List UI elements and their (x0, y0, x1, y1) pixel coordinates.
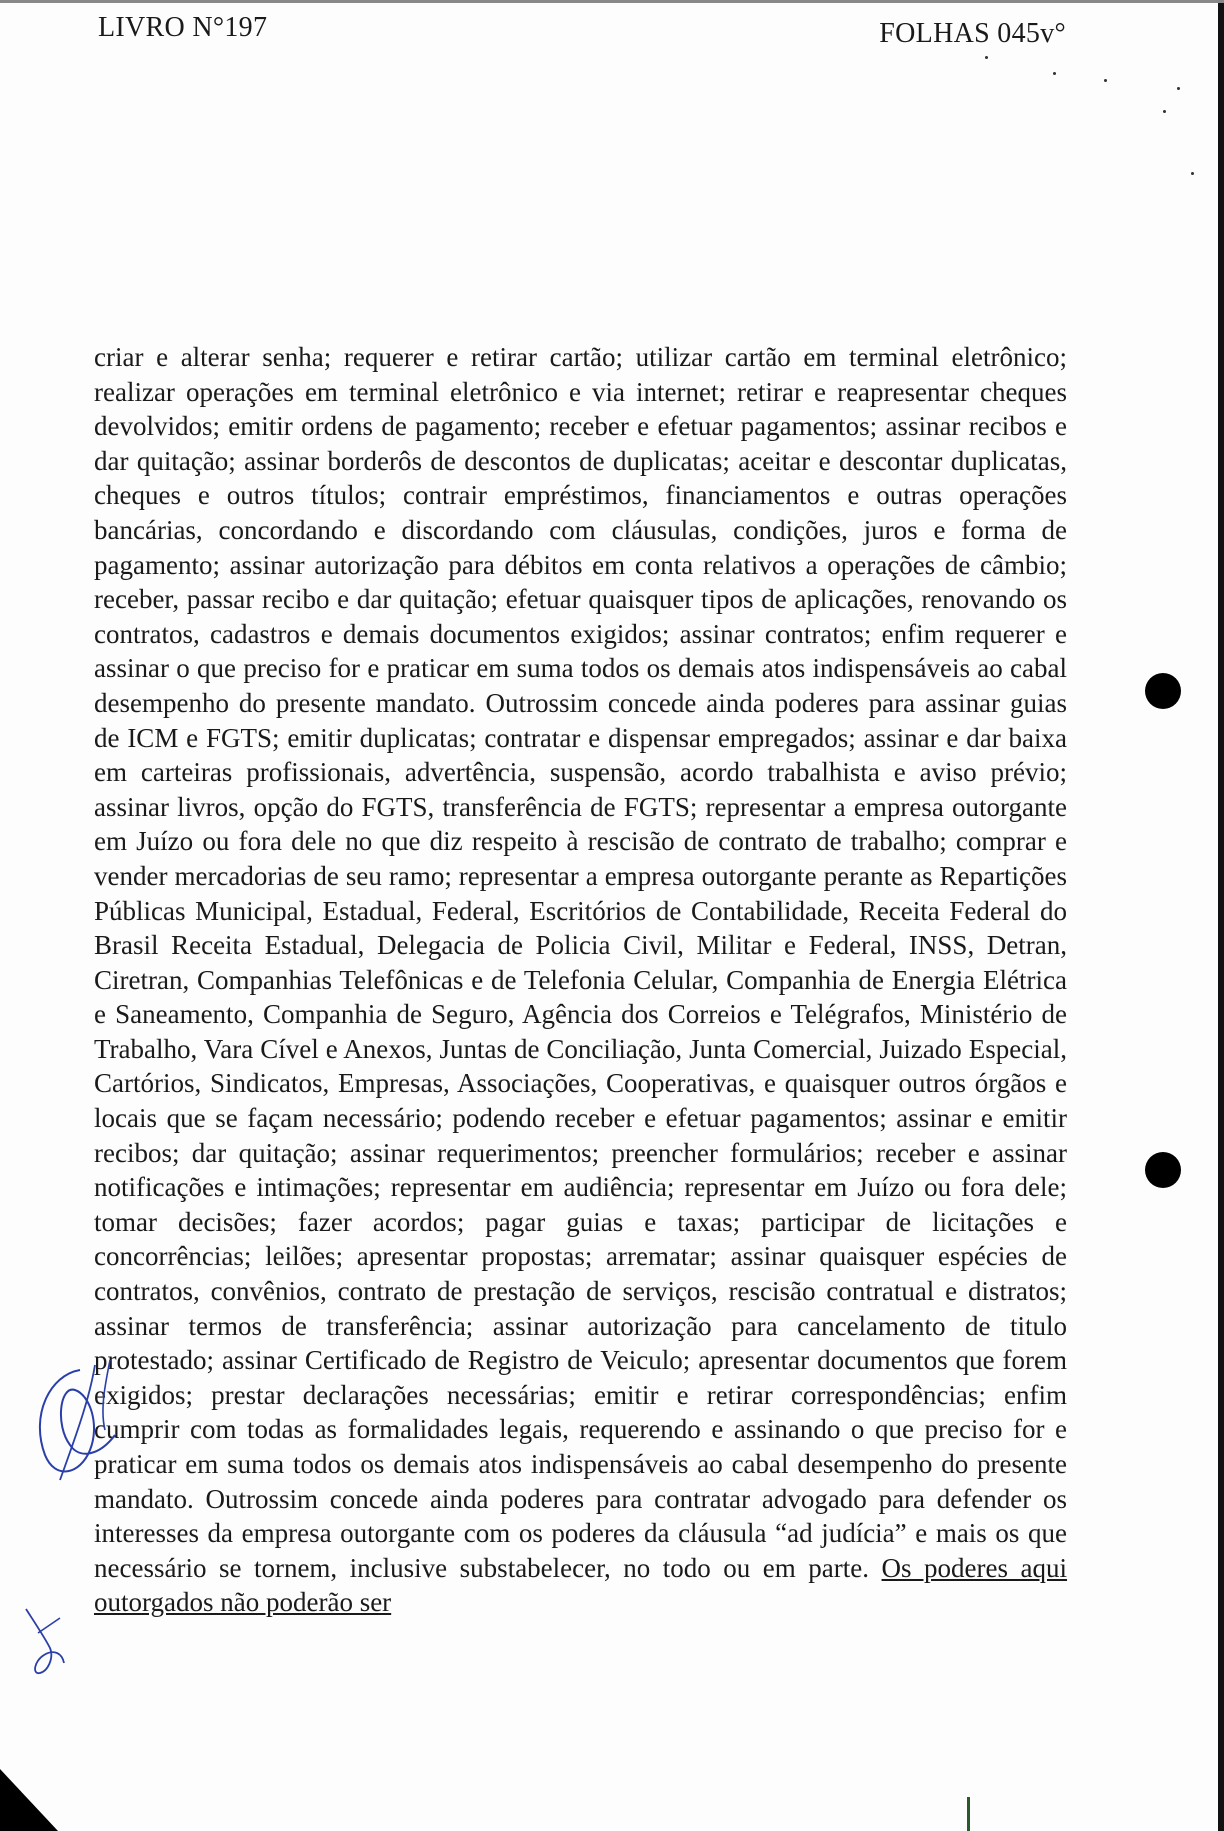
corner-mark (0, 1769, 58, 1831)
top-edge-rule (0, 0, 1224, 3)
scan-speck (985, 56, 988, 59)
scan-speck (1163, 110, 1166, 113)
folio-number: FOLHAS 045v° (879, 18, 1066, 49)
scan-speck (1053, 72, 1056, 75)
scan-speck (1177, 87, 1180, 90)
scan-speck (1104, 79, 1107, 82)
margin-initial (20, 1603, 70, 1683)
deed-main-text: criar e alterar senha; requerer e retirar cartão; utilizar cartão em terminal eletrônico; realizar operações em terminal eletrônico e via internet; retirar e reapresentar cheques devolvidos; emitir ordens de pagamento; receber e efetuar pagamentos; assinar recibos e dar quitação; assinar borderôs de descontos de duplicatas; aceitar e descontar duplicatas, cheques e outros títulos; contrair empréstimos, financiamentos e outras operações bancárias, concordando e discordando com cláusulas, condições, juros e forma de pagamento; assinar autorização para débitos em conta relativos a operações de câmbio; receber, passar recibo e dar quitação; efetuar quaisquer tipos de aplicações, renovando os contratos, cadastros e demais documentos exigidos; assinar contratos; enfim requerer e assinar o que preciso for e praticar em suma todos os demais atos indispensáveis ao cabal desempenho do presente mandato. Outrossim concede ainda poderes para assinar guias de ICM e FGTS; emitir duplicatas; contratar e dispensar empregados; assinar e dar baixa em carteiras profissionais, advertência, suspensão, acordo trabalhista e aviso prévio; assinar livros, opção do FGTS, transferência de FGTS; representar a empresa outorgante em Juízo ou fora dele no que diz respeito à rescisão de contrato de trabalho; comprar e vender mercadorias de seu ramo; representar a empresa outorgante perante as Repartições Públicas Municipal, Estadual, Federal, Escritórios de Contabilidade, Receita Federal do Brasil Receita Estadual, Delegacia de Policia Civil, Militar e Federal, INSS, Detran, Ciretran, Companhias Telefônicas e de Telefonia Celular, Companhia de Energia Elétrica e Saneamento, Companhia de Seguro, Agência dos Correios e Telégrafos, Ministério de Trabalho, Vara Cível e Anexos, Juntas de Conciliação, Junta Comercial, Juizado Especial, Cartórios, Sindicatos, Empresas, Associações, Cooperativas, e quaisquer outros órgãos e locais que se façam necessário; podendo receber e efetuar pagamentos; assinar e emitir recibos; dar quitação; assinar requerimentos; preencher formulários; receber e assinar notificações e intimações; representar em audiência; representar em Juízo ou fora dele; tomar decisões; fazer acordos; pagar guias e taxas; participar de licitações e concorrências; leilões; apresentar propostas; arrematar; assinar quaisquer espécies de contratos, convênios, contrato de prestação de serviços, rescisão contratual e distratos; assinar termos de transferência; assinar autorização para cancelamento de titulo protestado; assinar Certificado de Registro de Veiculo; apresentar documentos que forem exigidos; prestar declarações necessárias; emitir e retirar correspondências; enfim cumprir com todas as formalidades legais, requerendo e assinando o que preciso for e praticar em suma todos os demais atos indispensáveis ao cabal desempenho do presente mandato. Outrossim concede ainda poderes para contratar advogado para defender os interesses da empresa outorgante com os poderes da cláusula “ad judícia” e mais os que necessário se tornem, inclusive substabelecer, no todo ou em parte. (94, 342, 1067, 1583)
deed-body (94, 340, 1067, 1620)
bottom-edge-mark (967, 1797, 970, 1831)
deed-underlined-text: Os poderes aqui outorgados não poderão ser (94, 1552, 1068, 1618)
margin-signature (20, 1355, 135, 1495)
book-number: LIVRO N°197 (98, 12, 268, 43)
scan-speck (1191, 172, 1194, 175)
punch-hole-dot (1145, 673, 1181, 709)
punch-hole-dot (1145, 1152, 1181, 1188)
